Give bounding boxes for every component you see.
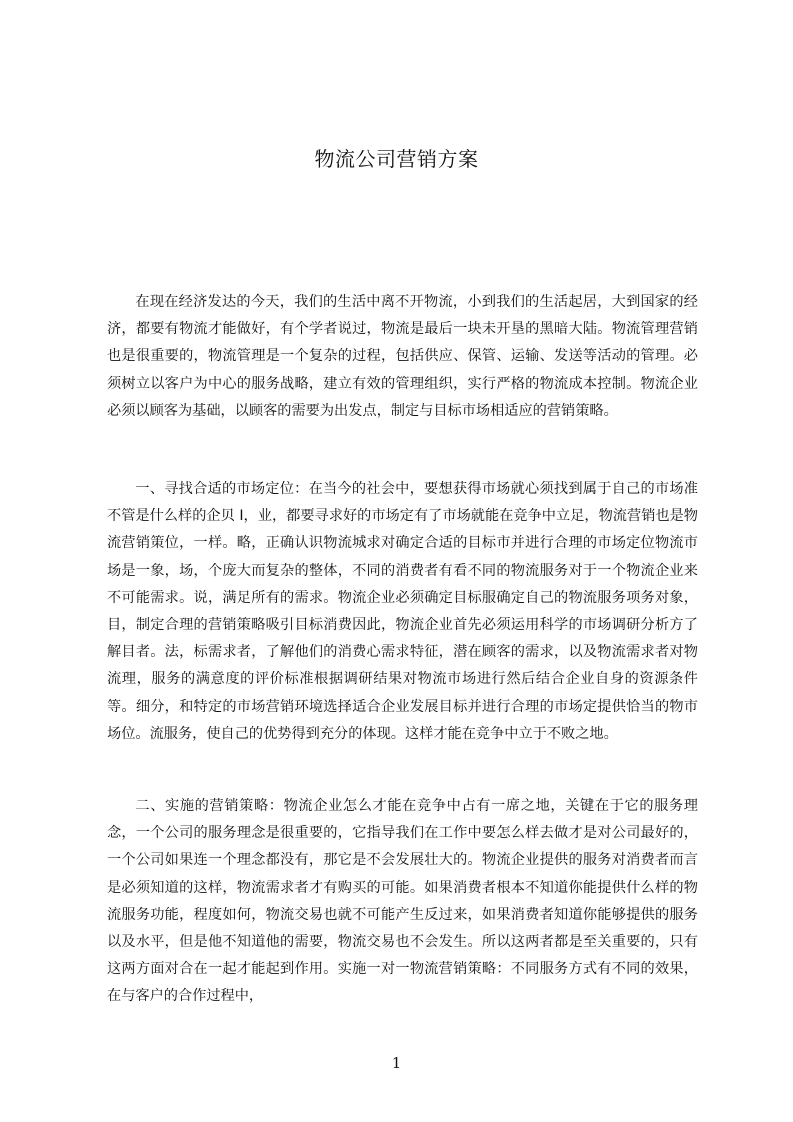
document-title: 物流公司营销方案 xyxy=(314,147,479,171)
page-number: 1 xyxy=(391,1054,402,1072)
paragraph-marketing-strategy xyxy=(107,793,698,1011)
paragraph-text: 一、寻找合适的市场定位：在当今的社会中，要想获得市场就心须找到属于自己的市场准不管是什么样的企贝 I，业，都要寻求好的市场定有了市场就能在竞争中立足，物流营销也是物流营销策位，一样。略，正确认识物流城求对确定合适的目标市并进行合理的市场定位物流市场是一象，场，个庞大而复杂的整体，不同的消费者有看不同的物流服务对于一个物流企业来不可能需求。说，满足所有的需求。物流企业必须确定目标服确定自己的物流服务项务对象，目，制定合理的营销策略吸引目标消费因此，物流企业首先必须运用科学的市场调研分析方了解目者。法，标需求者，了解他们的消费心需求特征，潜在顾客的需求，以及物流需求者对物流理，服务的满意度的评价标准根据调研结果对物流市场进行然后结合企业自身的资源条件等。细分，和特定的市场营销环境选择适合企业发展目标并进行合理的市场定提供恰当的物市场位。流服务，使自己的优势得到充分的体现。这样才能在竞争中立于不败之地。 xyxy=(107,481,698,742)
paragraph-text: 二、实施的营销策略：物流企业怎么才能在竞争中占有一席之地，关键在于它的服务理念，一个公司的服务理念是很重要的，它指导我们在工作中要怎么样去做才是对公司最好的，一个公司如果连一个理念都没有，那它是不会发展壮大的。物流企业提供的服务对消费者而言是必须知道的这样，物流需求者才有购买的可能。如果消费者根本不知道你能提供什么样的物流服务功能，程度如何，物流交易也就不可能产生反过来，如果消费者知道你能够提供的服务以及水平，但是他不知道他的需要，物流交易也不会发生。所以这两者都是至关重要的，只有这两方面对合在一起才能起到作用。实施一对一物流营销策略：不同服务方式有不同的效果，在与客户的合作过程中， xyxy=(107,798,698,1005)
paragraph-market-positioning xyxy=(107,476,698,748)
paragraph-text: 在现在经济发达的今天，我们的生活中离不开物流，小到我们的生活起居，大到国家的经济，都要有物流才能做好，有个学者说过，物流是最后一块未开垦的黑暗大陆。物流管理营销也是很重要的，物流管理是一个复杂的过程，包括供应、保管、运输、发送等活动的管理。必须树立以客户为中心的服务战略，建立有效的管理组织，实行严格的物流成本控制。物流企业必须以顾客为基础，以顾客的需要为出发点，制定与目标市场相适应的营销策略。 xyxy=(107,294,698,419)
paragraph-intro xyxy=(107,289,698,425)
